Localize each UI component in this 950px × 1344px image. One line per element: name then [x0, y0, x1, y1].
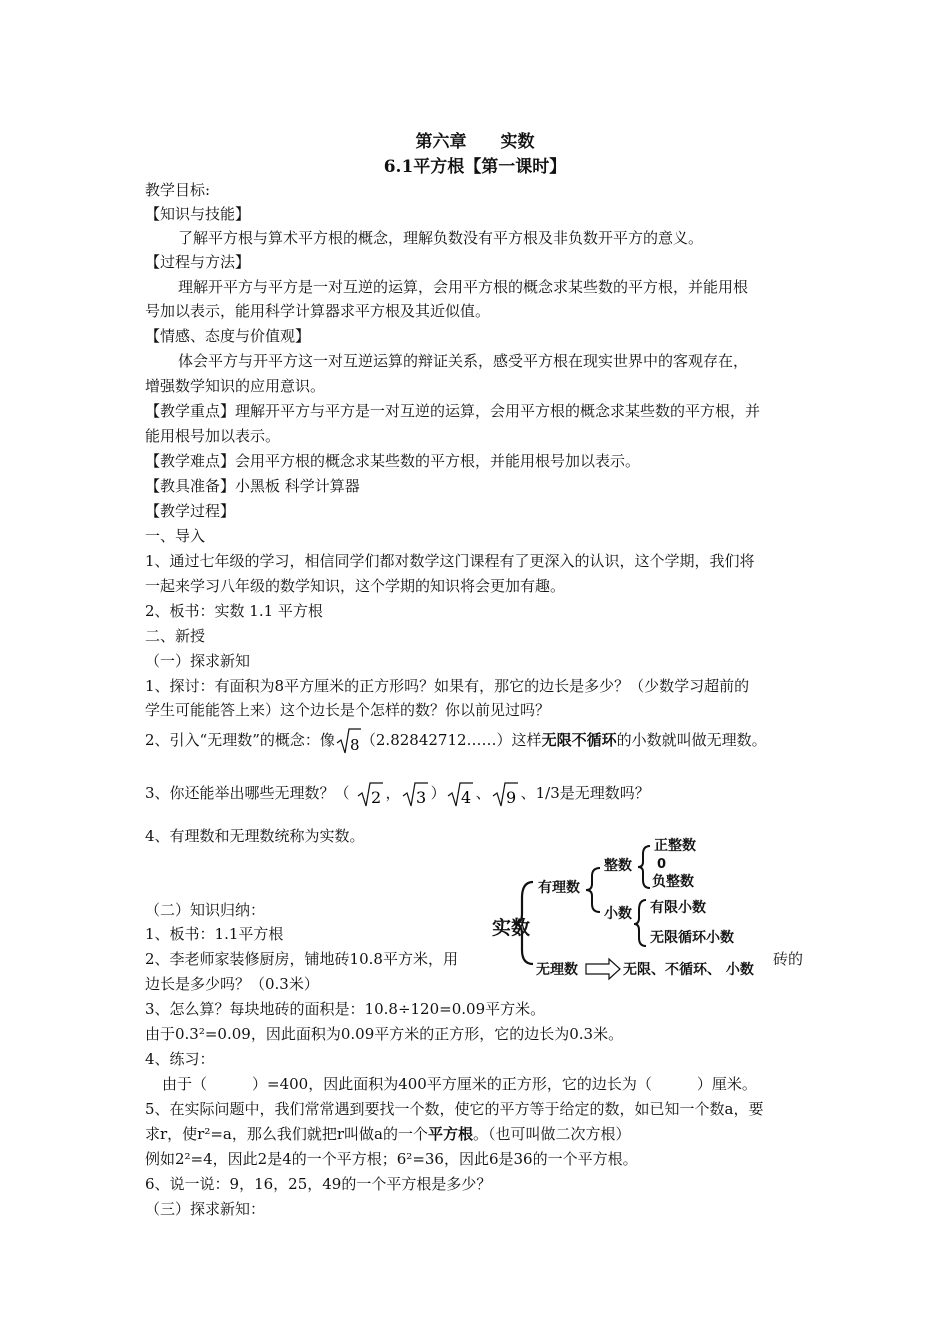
summary-4: 4、练习： — [145, 1050, 215, 1068]
question-3: 3、你还能举出哪些无理数？（ 2 ， 3 ） 4 、 9 、1/3是无理数吗？ — [145, 780, 650, 808]
question-1a: 1、探讨：有面积为8平方厘米的正方形吗？如果有，那它的边长是多少？（少数学习超前的 — [145, 677, 750, 695]
process-text-1: 理解开平方与平方是一对互逆的运算，会用平方根的概念求某些数的平方根，并能用根 — [178, 278, 749, 296]
summary-4b: 由于（ ）=400，因此面积为400平方厘米的正方形，它的边长为（ ）厘米。 — [162, 1075, 757, 1093]
q2-bold: 无限不循环 — [541, 731, 617, 749]
summary-5b — [145, 1124, 631, 1144]
section-2: （二）知识归纳： — [145, 901, 266, 919]
intro-1b: 一起来学习八年级的数学知识，这个学期的知识将会更加有趣。 — [145, 577, 566, 595]
summary-1: 1、板书：1.1平方根 — [145, 925, 284, 943]
summary-2a: 2、李老师家装修厨房，铺地砖10.8平方米，用 — [145, 950, 458, 968]
diagram-irrational: 无理数 — [536, 962, 578, 978]
summary-2a-tail: 砖的 — [773, 950, 804, 968]
knowledge-heading: 【知识与技能】 — [145, 205, 251, 223]
summary-3: 3、怎么算？每块地砖的面积是：10.8÷120=0.09平方米。 — [145, 1000, 546, 1018]
question-2 — [145, 726, 767, 756]
b5b-pre: 求r，使r²=a，那么我们就把r叫做a的一个 — [145, 1125, 428, 1143]
q3-post: 1/3是无理数吗？ — [535, 784, 650, 802]
question-4: 4、有理数和无理数统称为实数。 — [145, 827, 365, 845]
summary-6: 6、说一说：9，16，25，49的一个平方根是多少？ — [145, 1175, 492, 1193]
b5b-bold: 平方根 — [427, 1125, 473, 1143]
intro-1a: 1、通过七年级的学习，相信同学们都对数学这门课程有了更深入的认识，这个学期，我们将 — [145, 552, 755, 570]
sqrt-9 — [491, 780, 521, 808]
brace-integer — [638, 846, 650, 888]
sqrt-8 — [335, 726, 361, 756]
emotion-heading: 【情感、态度与价值观】 — [145, 327, 311, 345]
section-1: （一）探求新知 — [145, 652, 251, 670]
knowledge-text: 了解平方根与算术平方根的概念，理解负数没有平方根及非负数开平方的意义。 — [178, 229, 704, 247]
diagram-rational: 有理数 — [538, 880, 580, 896]
sqrt-4-radicand: 4 — [460, 788, 471, 807]
section-3: （三）探求新知： — [145, 1200, 266, 1218]
brace-rational — [586, 868, 600, 912]
chapter-title: 第六章 实数 — [415, 132, 535, 152]
newlesson-heading: 二、新授 — [145, 627, 206, 645]
sqrt-3-radicand: 3 — [415, 788, 426, 807]
sqrt-3 — [401, 780, 431, 808]
focus-line-1: 【教学重点】理解开平方与平方是一对互逆的运算，会用平方根的概念求某些数的平方根，并 — [145, 402, 761, 420]
goals-heading: 教学目标: — [145, 181, 211, 199]
arrow-icon — [586, 959, 620, 979]
process-heading: 【过程与方法】 — [145, 253, 251, 271]
diagram-real — [492, 916, 530, 939]
diagram-irr-desc: 无限、不循环、 小数 — [623, 962, 754, 978]
diagram-finite: 有限小数 — [650, 900, 706, 916]
sqrt-8-radicand: 8 — [349, 736, 360, 754]
diagram-pos-int: 正整数 — [654, 838, 696, 854]
b5b-post: 。（也可叫做二次方根） — [473, 1125, 631, 1143]
diagram-neg-int: 负整数 — [652, 874, 694, 890]
real-number-diagram — [486, 832, 816, 988]
sqrt-9-radicand: 9 — [505, 788, 516, 807]
intro-heading: 一、导入 — [145, 527, 206, 545]
sqrt-2 — [356, 780, 386, 808]
emotion-text-1: 体会平方与开平方这一对互逆运算的辩证关系，感受平方根在现实世界中的客观存在， — [178, 352, 749, 370]
q2-post: 的小数就叫做无理数。 — [616, 731, 767, 749]
summary-5c: 例如2²=4，因此2是4的一个平方根；6²=36，因此6是36的一个平方根。 — [145, 1150, 638, 1168]
q2-mid: （2.82842712……）这样 — [360, 731, 542, 749]
tools-line: 【教具准备】小黑板 科学计算器 — [145, 477, 360, 495]
difficulty-line: 【教学难点】会用平方根的概念求某些数的平方根，并能用根号加以表示。 — [145, 452, 641, 470]
diagram-integer: 整数 — [604, 858, 632, 874]
sqrt-2-radicand: 2 — [370, 788, 381, 807]
q3-pre: 3、你还能举出哪些无理数？（ — [145, 784, 350, 802]
q2-pre: 2、引入“无理数”的概念：像 — [145, 731, 335, 749]
diagram-zero: 0 — [657, 857, 667, 872]
question-1b: 学生可能能答上来）这个边长是个怎样的数？你以前见过吗？ — [145, 701, 551, 719]
sqrt-4 — [446, 780, 476, 808]
emotion-text-2: 增强数学知识的应用意识。 — [145, 377, 326, 395]
focus-line-2: 能用根号加以表示。 — [145, 427, 281, 445]
summary-5a: 5、在实际问题中，我们常常遇到要找一个数，使它的平方等于给定的数，如已知一个数a，要 — [145, 1100, 764, 1118]
lesson-title: 6.1平方根【第一课时】 — [383, 157, 567, 177]
brace-decimal — [634, 900, 646, 946]
diagram-decimal: 小数 — [604, 906, 632, 922]
summary-2b: 边长是多少吗？（0.3米） — [145, 975, 319, 993]
process-text-2: 号加以表示，能用科学计算器求平方根及其近似值。 — [145, 302, 491, 320]
diagram-real-label: 实数 — [492, 917, 531, 939]
summary-3b: 由于0.3²=0.09，因此面积为0.09平方米的正方形，它的边长为0.3米。 — [145, 1025, 624, 1043]
process-line: 【教学过程】 — [145, 502, 236, 520]
intro-2: 2、板书：实数 1.1 平方根 — [145, 602, 323, 620]
diagram-inf-rep: 无限循环小数 — [650, 930, 734, 946]
